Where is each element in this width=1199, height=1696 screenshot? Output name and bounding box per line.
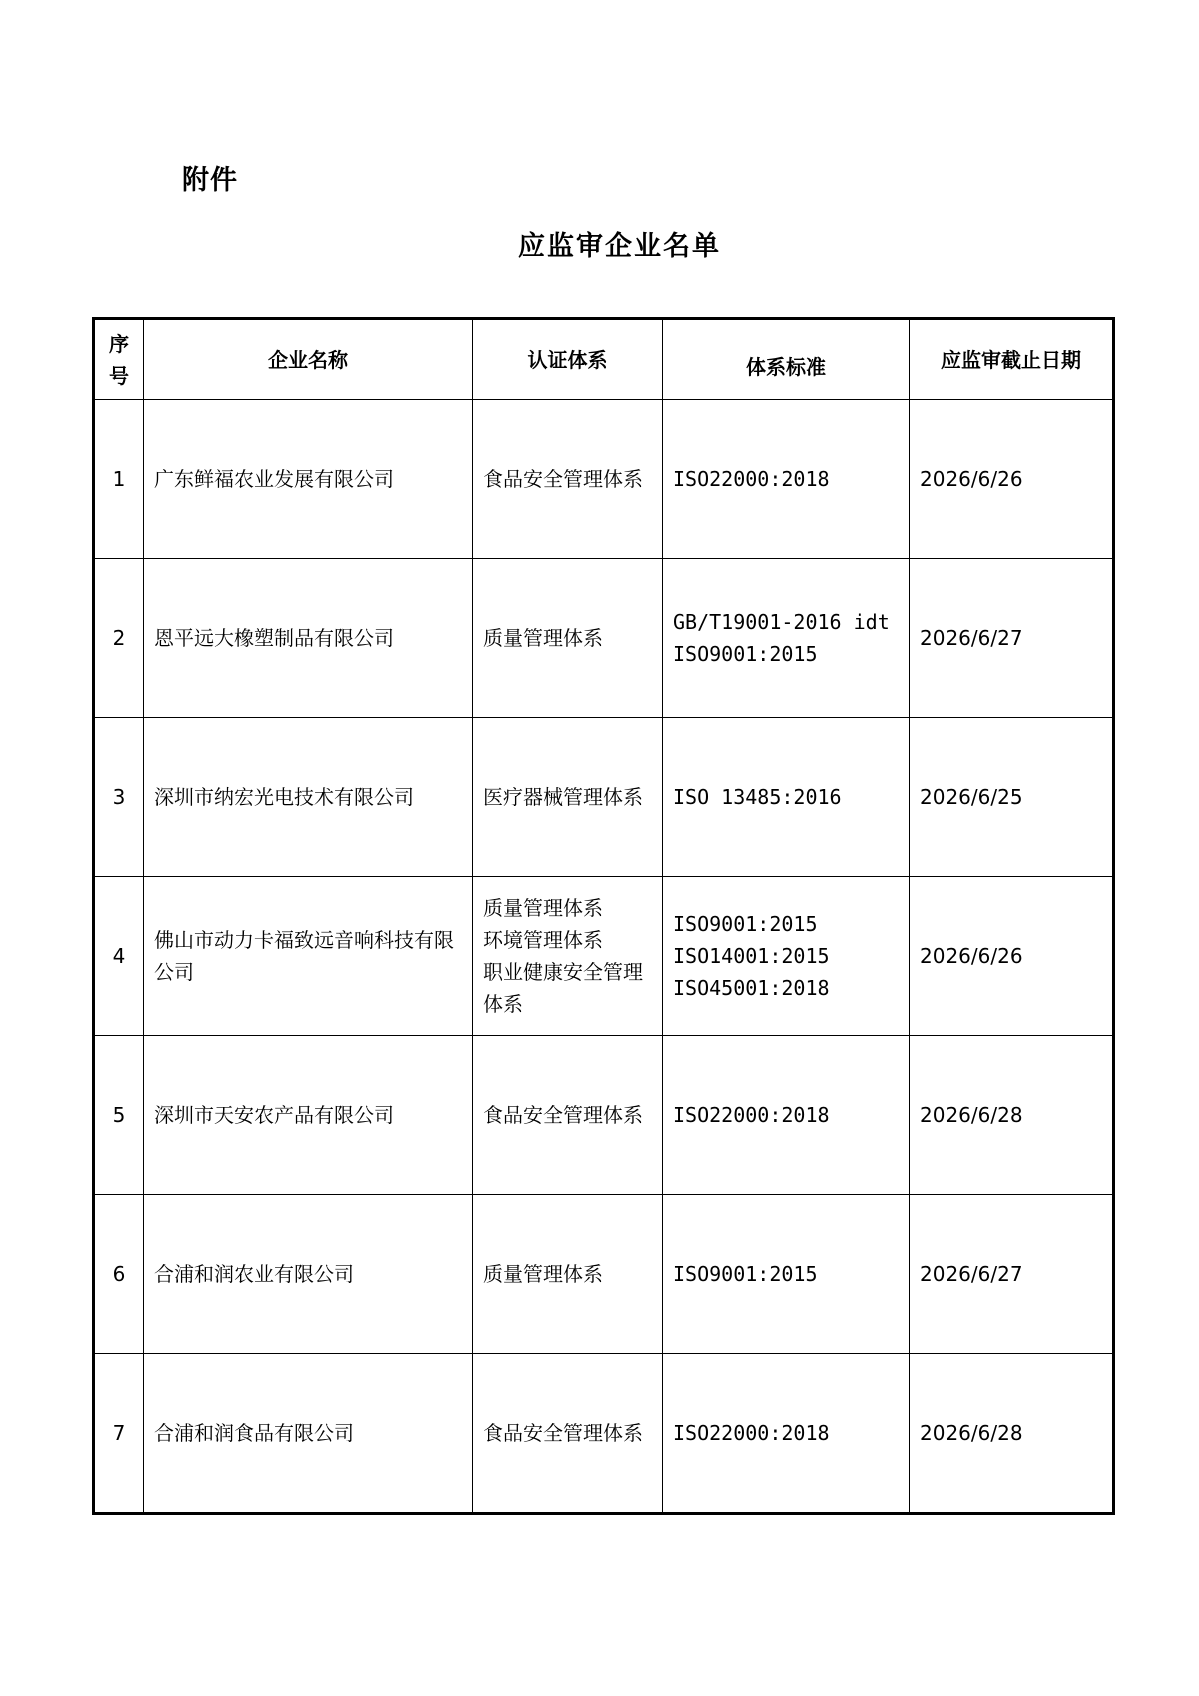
table-row xyxy=(94,718,1114,877)
system-standard xyxy=(663,1036,910,1195)
company-name: 广东鲜福农业发展有限公司 xyxy=(144,400,473,559)
certification-system: 食品安全管理体系 xyxy=(473,400,663,559)
standard-line: ISO9001:2015 xyxy=(673,642,818,666)
column-header-deadline: 应监审截止日期 xyxy=(910,319,1114,400)
system-standard xyxy=(663,1195,910,1354)
audit-deadline: 2026/6/25 xyxy=(910,718,1114,877)
system-line: 质量管理体系 xyxy=(483,896,603,920)
company-list-table xyxy=(92,317,1115,1515)
standard-line: ISO 13485:2016 xyxy=(673,785,842,809)
row-number: 6 xyxy=(94,1195,144,1354)
audit-deadline: 2026/6/27 xyxy=(910,1195,1114,1354)
company-name: 合浦和润农业有限公司 xyxy=(144,1195,473,1354)
row-number: 2 xyxy=(94,559,144,718)
company-name: 深圳市纳宏光电技术有限公司 xyxy=(144,718,473,877)
audit-deadline: 2026/6/26 xyxy=(910,400,1114,559)
audit-deadline: 2026/6/28 xyxy=(910,1036,1114,1195)
system-line: 环境管理体系 xyxy=(483,928,603,952)
audit-deadline: 2026/6/28 xyxy=(910,1354,1114,1514)
company-name: 合浦和润食品有限公司 xyxy=(144,1354,473,1514)
row-number: 7 xyxy=(94,1354,144,1514)
standard-line: ISO45001:2018 xyxy=(673,976,830,1000)
column-header-system: 认证体系 xyxy=(473,319,663,400)
company-name: 佛山市动力卡福致远音响科技有限公司 xyxy=(144,877,473,1036)
standard-line: ISO22000:2018 xyxy=(673,1103,830,1127)
audit-deadline: 2026/6/26 xyxy=(910,877,1114,1036)
column-header-no: 序号 xyxy=(94,319,144,400)
column-header-standard xyxy=(663,319,910,400)
company-name: 深圳市天安农产品有限公司 xyxy=(144,1036,473,1195)
standard-line: ISO22000:2018 xyxy=(673,1421,830,1445)
standard-line: ISO9001:2015 xyxy=(673,1262,818,1286)
column-header-standard-label: 体系标准 xyxy=(746,354,826,379)
table-row xyxy=(94,559,1114,718)
certification-system: 食品安全管理体系 xyxy=(473,1354,663,1514)
attachment-label: 附件 xyxy=(182,165,238,196)
system-standard xyxy=(663,877,910,1036)
row-number: 4 xyxy=(94,877,144,1036)
row-number: 1 xyxy=(94,400,144,559)
certification-system: 质量管理体系 xyxy=(473,559,663,718)
row-number: 3 xyxy=(94,718,144,877)
table-header-row xyxy=(94,319,1114,400)
document-title: 应监审企业名单 xyxy=(518,231,721,262)
table-row xyxy=(94,877,1114,1036)
row-number: 5 xyxy=(94,1036,144,1195)
system-line: 职业健康安全管理体系 xyxy=(483,960,643,1016)
certification-system xyxy=(473,877,663,1036)
certification-system: 质量管理体系 xyxy=(473,1195,663,1354)
standard-line: ISO14001:2015 xyxy=(673,944,830,968)
certification-system: 食品安全管理体系 xyxy=(473,1036,663,1195)
table-row xyxy=(94,1354,1114,1514)
standard-line: GB/T19001-2016 idt xyxy=(673,610,890,634)
table-row xyxy=(94,1036,1114,1195)
column-header-company: 企业名称 xyxy=(144,319,473,400)
standard-line: ISO22000:2018 xyxy=(673,467,830,491)
table-row xyxy=(94,400,1114,559)
system-standard xyxy=(663,718,910,877)
standard-line: ISO9001:2015 xyxy=(673,912,818,936)
certification-system: 医疗器械管理体系 xyxy=(473,718,663,877)
company-name: 恩平远大橡塑制品有限公司 xyxy=(144,559,473,718)
table-row xyxy=(94,1195,1114,1354)
system-standard xyxy=(663,559,910,718)
audit-deadline: 2026/6/27 xyxy=(910,559,1114,718)
system-standard xyxy=(663,1354,910,1514)
system-standard xyxy=(663,400,910,559)
